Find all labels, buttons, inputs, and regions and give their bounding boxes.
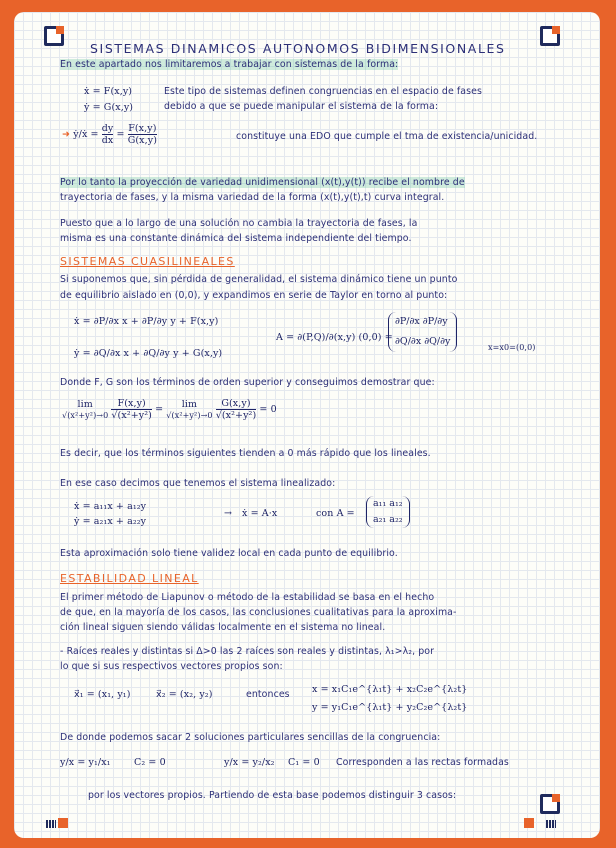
aproximacion-text: Esta aproximación solo tiene validez local en cada punto de equilibrio. bbox=[60, 548, 398, 559]
decir-text: Es decir, que los términos siguientes tienden a 0 más rápido que los lineales. bbox=[60, 448, 431, 459]
limit-equation: lim √(x²+y²)→0 $\frac{F(x,y)}{\text{√(x²+y²)}}$ = lim √(x²+y²)→0 $\frac{G(x,y)}{\text{√(x²+y²)}}$ = 0 bbox=[62, 398, 277, 421]
coefficient-row-2: a₂₁ a₂₂ bbox=[373, 514, 403, 525]
limit-fraction-F: $\frac{F(x,y)}{\text{√(x²+y²)}}$ bbox=[111, 398, 152, 421]
final-text: por los vectores propios. Partiendo de esta base podemos distinguir 3 casos: bbox=[88, 790, 457, 801]
paragraph-2-line-1: Puesto que a lo largo de una solución no cambia la trayectoria de fases, la bbox=[60, 218, 418, 229]
jacobian-row-1: ∂P/∂x ∂P/∂y bbox=[395, 316, 448, 327]
heading-estabilidad: ESTABILIDAD LINEAL bbox=[60, 572, 199, 585]
solution-x: x = x₁C₁e^{λ₁t} + x₂C₂e^{λ₂t} bbox=[312, 684, 468, 695]
limit-fraction-G: $\frac{G(x,y)}{\text{√(x²+y²)}}$ bbox=[215, 398, 257, 421]
linear-x: ẋ = a₁₁x + a₁₂y bbox=[74, 501, 147, 512]
linealizado-intro: En ese caso decimos que tenemos el sistema linealizado: bbox=[60, 478, 336, 489]
heading-cuasilineales: SISTEMAS CUASILINEALES bbox=[60, 255, 235, 268]
estab-line-3: ción lineal siguen siendo válidas localmente en el sistema no lineal. bbox=[60, 622, 386, 633]
f-g-fraction: $\frac{F(x,y)}{G(x,y)}$ bbox=[127, 123, 158, 146]
bar-mark-bottom-left bbox=[46, 820, 56, 828]
edo-equation: ➜ ẏ/ẋ = $\frac{dy}{dx}$ = $\frac{F(x,y)}{G(x,y)}$ bbox=[62, 123, 158, 146]
corresponden-text: Corresponden a las rectas formadas bbox=[336, 757, 509, 768]
estab-line-2: de que, en la mayoría de los casos, las conclusiones cualitativas para la aproxima- bbox=[60, 607, 457, 618]
solution-y: y = y₁C₁e^{λ₁t} + y₂C₂e^{λ₂t} bbox=[312, 702, 468, 713]
coefficient-row-1: a₁₁ a₁₂ bbox=[373, 498, 403, 509]
system-y: ẏ = G(x,y) bbox=[84, 102, 134, 113]
corner-mark-top-right bbox=[540, 26, 560, 46]
system-note-1: Este tipo de sistemas definen congruencias en el espacio de fases bbox=[164, 86, 482, 97]
bullet-icon: ➜ bbox=[62, 129, 74, 140]
corner-mark-top-left bbox=[44, 26, 64, 46]
jacobian-subscript: x=x0=(0,0) bbox=[488, 343, 536, 352]
donde-text: Donde F, G son los términos de orden superior y conseguimos demostrar que: bbox=[60, 377, 435, 388]
paragraph-1-line-2: trayectoria de fases, y la misma variedad de la forma (x(t),y(t),t) curva integral. bbox=[60, 192, 445, 203]
jacobian-matrix bbox=[388, 312, 457, 352]
notebook-page bbox=[14, 12, 600, 838]
corner-mark-bottom-right bbox=[540, 794, 560, 814]
eigenvector-2: x⃗₂ = (x₂, y₂) bbox=[156, 689, 213, 700]
orange-square-bottom-right bbox=[524, 818, 534, 828]
limit-2: lim √(x²+y²)→0 bbox=[166, 398, 213, 420]
expansion-x: ẋ = ∂P/∂x x + ∂P/∂y y + F(x,y) bbox=[74, 316, 219, 327]
expansion-y: ẏ = ∂Q/∂x x + ∂Q/∂y y + G(x,y) bbox=[74, 348, 223, 359]
bar-mark-bottom-right bbox=[546, 820, 556, 828]
edo-lhs: ẏ/ẋ = bbox=[73, 129, 99, 140]
jacobian-row-2: ∂Q/∂x ∂Q/∂y bbox=[395, 336, 451, 347]
coefficient-matrix bbox=[366, 496, 410, 528]
particular-constant-2: C₁ = 0 bbox=[288, 757, 320, 768]
orange-square-bottom-left bbox=[58, 818, 68, 828]
paragraph-1-line-1: Por lo tanto la proyección de variedad unidimensional (x(t),y(t)) recibe el nombre de bbox=[60, 177, 465, 188]
entonces-text: entonces bbox=[246, 689, 290, 700]
system-note-2: debido a que se puede manipular el sistema de la forma: bbox=[164, 101, 439, 112]
arrow-icon: → bbox=[224, 508, 233, 519]
jacobian-lhs: A = ∂(P,Q)/∂(x,y) (0,0) = bbox=[276, 332, 393, 343]
vector-form: ẋ = A·x bbox=[242, 508, 278, 519]
estab-line-1: El primer método de Liapunov o método de la estabilidad se basa en el hecho bbox=[60, 592, 435, 603]
dy-dx-fraction: $\frac{dy}{dx}$ bbox=[101, 123, 114, 146]
linear-y: ẏ = a₂₁x + a₂₂y bbox=[74, 516, 147, 527]
edo-text: constituye una EDO que cumple el tma de existencia/unicidad. bbox=[236, 131, 538, 142]
particular-solution-1: y/x = y₁/x₁ bbox=[60, 757, 111, 768]
raices-line-2: lo que si sus respectivos vectores propios son: bbox=[60, 661, 283, 672]
system-x: ẋ = F(x,y) bbox=[84, 86, 133, 97]
particular-solution-2: y/x = y₂/x₂ bbox=[224, 757, 275, 768]
eigenvector-1: x⃗₁ = (x₁, y₁) bbox=[74, 689, 131, 700]
limit-1: lim √(x²+y²)→0 bbox=[62, 398, 109, 420]
matrix-label: con A = bbox=[316, 508, 355, 519]
raices-line-1: - Raíces reales y distintas si Δ>0 las 2 raíces son reales y distintas, λ₁>λ₂, por bbox=[60, 646, 435, 657]
limit-result: = 0 bbox=[259, 404, 277, 415]
page-title: SISTEMAS DINAMICOS AUTONOMOS BIDIMENSIONALES bbox=[90, 41, 506, 56]
particular-constant-1: C₂ = 0 bbox=[134, 757, 166, 768]
dedonde-text: De donde podemos sacar 2 soluciones particulares sencillas de la congruencia: bbox=[60, 732, 441, 743]
paragraph-2-line-2: misma es una constante dinámica del sistema independiente del tiempo. bbox=[60, 233, 412, 244]
cuasi-line-2: de equilibrio aislado en (0,0), y expandimos en serie de Taylor en torno al punto: bbox=[60, 290, 448, 301]
intro-text: En este apartado nos limitaremos a trabajar con sistemas de la forma: bbox=[60, 59, 399, 70]
cuasi-line-1: Si suponemos que, sin pérdida de generalidad, el sistema dinámico tiene un punto bbox=[60, 274, 458, 285]
